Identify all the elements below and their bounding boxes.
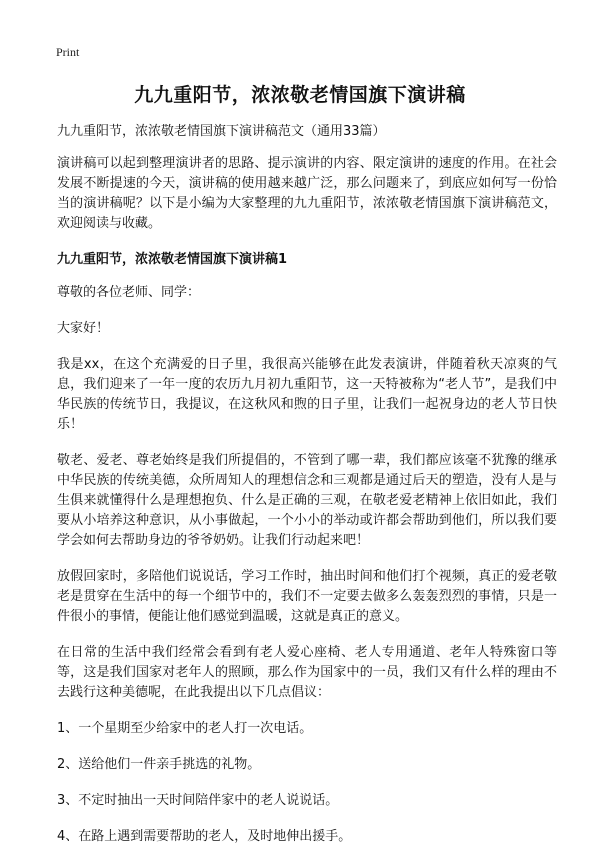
salutation: 尊敬的各位老师、同学：: [57, 285, 201, 300]
page-title: 九九重阳节，浓浓敬老情国旗下演讲稿: [134, 84, 466, 106]
body-paragraph: 放假回家时，多陪他们说说话，学习工作时，抽出时间和他们打个视频，真正的爱老敬老是贯穿在生活中的每一个细节中的，我们不一定要去做多么轰轰烈烈的事情，只是一件很小的事情，便能让他们感觉到温暖，这就是真正的意义。: [57, 569, 557, 624]
greeting: 大家好！: [57, 321, 110, 336]
body-paragraph: 敬老、爱老、尊老始终是我们所提倡的，不管到了哪一辈，我们都应该毫不犹豫的继承中华民族的传统美德，众所周知人的理想信念和三观都是通过后天的塑造，没有人是与生俱来就懂得什么是理想抱负、什么是正确的三观，在敬老爱老精神上依旧如此，我们要从小培养这种意识，从小事做起，一个小小的举动或许都会帮助到他们，所以我们要学会如何去帮助身边的爷爷奶奶。让我们行动起来吧！: [57, 453, 557, 548]
intro-paragraph: 演讲稿可以起到整理演讲者的思路、提示演讲的内容、限定演讲的速度的作用。在社会发展不断提速的今天，演讲稿的使用越来越广泛，那么问题来了，到底应如何写一份恰当的演讲稿呢？以下是小编为大家整理的九九重阳节，浓浓敬老情国旗下演讲稿范文，欢迎阅读与收藏。: [57, 156, 557, 231]
list-item: 2、送给他们一件亲手挑选的礼物。: [57, 757, 261, 772]
print-link[interactable]: Print: [56, 45, 80, 59]
list-item: 1、一个星期至少给家中的老人打一次电话。: [57, 721, 313, 736]
article-body: [57, 122, 557, 863]
body-paragraph: 在日常的生活中我们经常会看到有老人爱心座椅、老人专用通道、老年人特殊窗口等等，这是我们国家对老年人的照顾，那么作为国家中的一员，我们又有什么样的理由不去践行这种美德呢，在此我提出以下几点倡议：: [57, 645, 557, 700]
list-item: 3、不定时抽出一天时间陪伴家中的老人说说话。: [57, 793, 339, 808]
section-heading: 九九重阳节，浓浓敬老情国旗下演讲稿1: [57, 252, 288, 267]
article-subtitle: 九九重阳节，浓浓敬老情国旗下演讲稿范文（通用33篇）: [57, 124, 386, 139]
body-paragraph: 我是xx，在这个充满爱的日子里，我很高兴能够在此发表演讲，伴随着秋天凉爽的气息，我们迎来了一年一度的农历九月初九重阳节，这一天特被称为“老人节”，是我们中华民族的传统节日，我提议，在这秋风和煦的日子里，让我们一起祝身边的老人节日快乐！: [57, 357, 557, 432]
list-item: 4、在路上遇到需要帮助的老人，及时地伸出援手。: [57, 829, 352, 844]
